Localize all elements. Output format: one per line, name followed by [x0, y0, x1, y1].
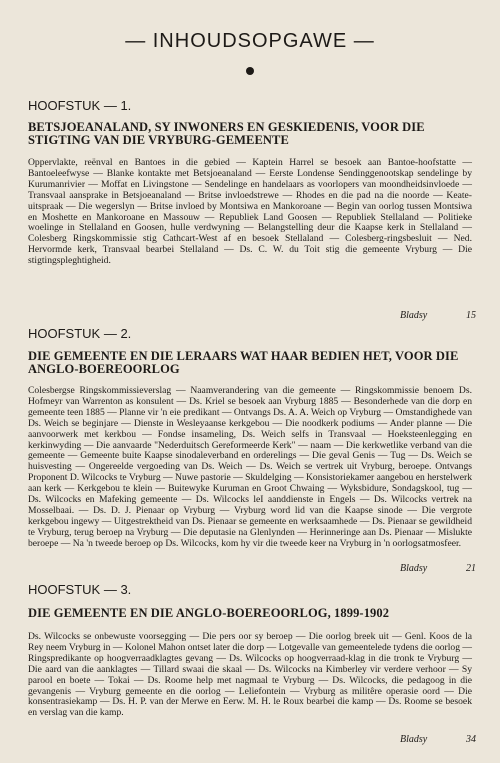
chapter-3-heading: HOOFSTUK — 3. — [28, 582, 132, 597]
chapter-1-heading: HOOFSTUK — 1. — [28, 98, 132, 113]
chapter-3-title: DIE GEMEENTE EN DIE ANGLO-BOEREOORLOG, 1899-1902 — [28, 606, 390, 620]
chapter-1-title: BETSJOEANALAND, SY INWONERS EN GESKIEDENIS, VOOR DIE STIGTING VAN DIE VRYBURG-GEMEENTE — [28, 120, 425, 147]
chapter-3-page-ref — [400, 734, 476, 745]
page-number: 21 — [466, 563, 476, 574]
chapter-2-page-ref — [400, 563, 476, 574]
bullet-ornament — [246, 67, 254, 75]
chapter-1-summary: Oppervlakte, reënval en Bantoes in die gebied — Kaptein Harrel se besoek aan Bantoe-hoofstatte — Bantoeleefwyse — Blanke kontakte met Betsjoeanaland — Eerste Londense Sendinggenootskap sendelinge by Kurumanrivier — Moffat en Livingstone — Sendelinge en handelaars as voorlopers van moondheidsinvloede — Transvaal aansprake in Betsjoeanaland — Britse invloedstrewe — Rhodes en die pad na die noorde — Keate-uitspraak — Die wegerslyn — Britse invloed by Montsiwa en Mankoroane — Begin van oorlog tussen Montsiwa en Moshette en Mankoroane en Massouw — Republiek Land Goosen — Republiek Stellaland — Politieke woelinge in Stellaland en Goosen, hulle verdwyning — Belangstelling deur die Kaapse kerk in Stellaland — Colesberg Ringskommissie stig Cathcart-West af en besoek Stellaland — Colesberg-ringsbesluit — Ned. Hervormde kerk, Transvaal bearbei Stellaland — Ds. C. W. du Toit stig die gemeente Vryburg — Die stigtingspleghtigheid. — [28, 157, 472, 267]
chapter-3-summary: Ds. Wilcocks se onbewuste voorsegging — Die pers oor sy beroep — Die oorlog breek uit — Genl. Koos de la Rey neem Vryburg in — Kolonel Mahon ontset later die dorp — Lotgevalle van gemeentelede tydens die oorlog — Ringspredikante op hoogverraadklagtes gevang — Ds. Wilcocks op hoogverraad-klag in die tronk te Vryburg — Die aard van die aanklagtes — Tillard swaai die skaal — Ds. Wilcocks na Kimberley vir verdere verhoor — Sy parool en boete — Tokai — Ds. Roome help met nagmaal te Vryburg — Ds. Wilcocks, die pedagoog in die gevangenis — Vryburg gemeente en die oorlog — Leliefontein — Vryburg as militêre operasie oord — Die konsentrasiekamp — Ds. H. P. van der Merwe en Eerw. M. H. le Roux bearbei die kamp — Ds. Roome se besoek en verslag van die kamp. — [28, 631, 473, 719]
page-number: 34 — [466, 734, 476, 745]
page-number: 15 — [466, 310, 476, 321]
chapter-2-summary: Colesbergse Ringskommissieverslag — Naamverandering van die gemeente — Ringskommissie benoem Ds. Hofmeyr van Warrenton as konsulent — Ds. Kriel se besoek aan Vryburg 1885 — Besonderhede van die dorp en gemeente teen 1885 — Planne vir 'n eie predikant — Ontvangs Ds. A. A. Weich op Vryburg — Omstandighede van Ds. Weich se beginjare — Dienste in Wesleyaanse kerkgebou — Die noodkerk podiums — Ander planne — Die aanvoorwerk met kerkbou — Fondse insameling, Ds. Weich selfs in Transvaal — Hoeksteenlegging en kerkinwyding — Die aanvaarde "Nederduitsch Gereformeerde Kerk" — naam — Die kerkwetlike verband van die gemeente — Gemeente buite Kaapse sinodaleverband en orderelings — Die geval Genis — Tug — Ds. Weich se huisvesting — Ongereelde vergoeding van Ds. Weich — Ds. Weich se vertrek uit Vryburg, beroepe. Ontvangs Proponent D. Wilcocks te Vryburg — Nuwe pastorie — Skuldelging — Konsistoriekamer aangebou en herstelwerk aan kerk — Kerkgebou te klein — Buitewyke Kuruman en Groot Chwaing — Wyksbidure, Sondagskool, tug — Ds. Wilcocks en Mafeking gemeente — Ds. Wilcocks leI aanddienste in Engels — Ds. Wilcocks vertrek na Mosselbaai. — Ds. D. J. Pienaar op Vryburg — Vryburg word lid van die Kaapse sinode — Die vergrote kerkgebou ingewy — Uitgestrektheid van Ds. Pienaar se gemeente en werksaamhede — Ds. Pienaar se gewildheid te Vryburg, terug beroep na Vryburg — Die deputasie na Glenlynden — Herinneringe aan Ds. Pienaar — Mislukte beroepe — Na 'n tweede beroep op Ds. Wilcocks, kom hy vir die tweede keer na Vryburg in 'n oorlogsatmosfeer. — [28, 385, 472, 549]
page-title: — INHOUDSOPGAWE — — [125, 30, 375, 52]
bladsy-label: Bladsy — [400, 734, 428, 745]
bladsy-label: Bladsy — [400, 563, 428, 574]
chapter-2-title: DIE GEMEENTE EN DIE LERAARS WAT HAAR BEDIEN HET, VOOR DIE ANGLO-BOEREOORLOG — [28, 349, 459, 376]
chapter-1-page-ref — [400, 310, 476, 321]
chapter-2-heading: HOOFSTUK — 2. — [28, 326, 132, 341]
bladsy-label: Bladsy — [400, 310, 428, 321]
